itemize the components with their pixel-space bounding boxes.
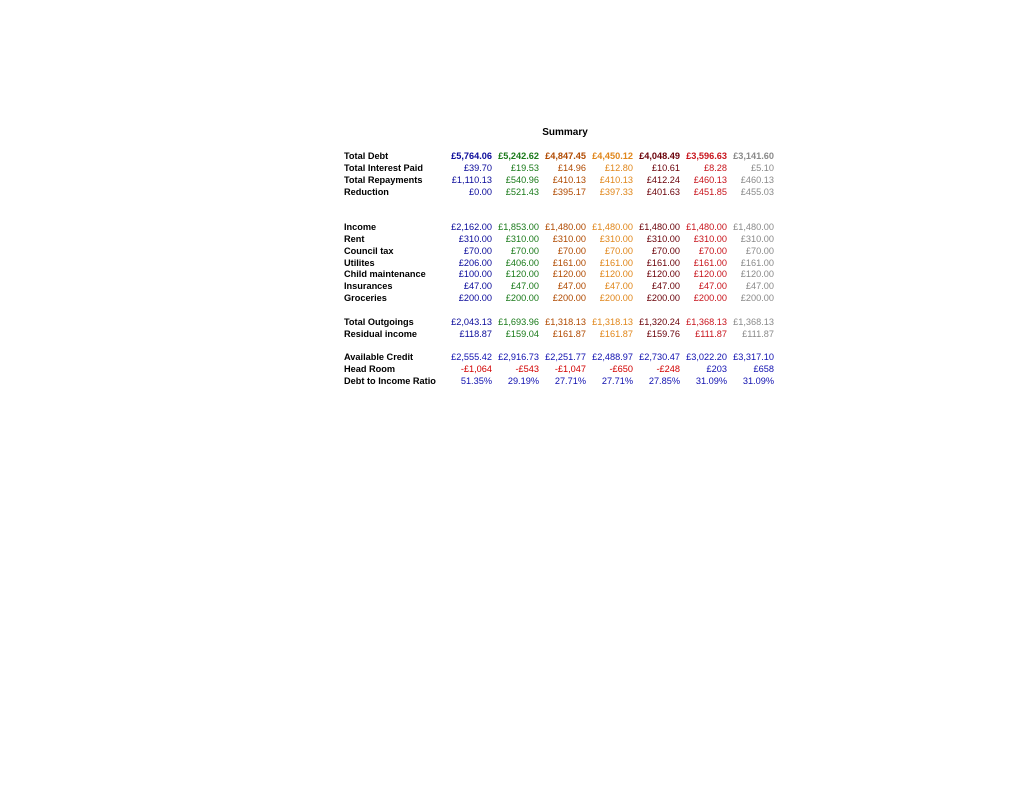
cell: £161.00 — [599, 257, 633, 268]
page-title: Summary — [542, 127, 588, 138]
cell: £412.24 — [646, 174, 680, 185]
cell: £47.00 — [651, 281, 680, 292]
cell: £460.13 — [740, 174, 774, 185]
cell: £14.96 — [557, 162, 586, 173]
cell: £200.00 — [740, 293, 774, 304]
cell: £1,320.24 — [639, 316, 680, 327]
cell: -£248 — [656, 364, 680, 375]
cell: £47.00 — [698, 281, 727, 292]
cell: £0.00 — [469, 186, 492, 197]
row-label: Income — [344, 222, 377, 233]
cell: 29.19% — [507, 376, 539, 387]
spacer-row — [342, 305, 775, 317]
table-row-total-interest-paid — [342, 163, 775, 175]
cell: £310.00 — [552, 233, 586, 244]
cell: £460.13 — [693, 174, 727, 185]
cell: £1,368.13 — [686, 316, 727, 327]
row-label: Residual income — [344, 328, 418, 339]
cell: £70.00 — [510, 245, 539, 256]
cell: £2,916.73 — [498, 352, 539, 363]
row-label: Debt to Income Ratio — [344, 376, 436, 387]
cell: -£1,064 — [460, 364, 492, 375]
table-row-reduction — [342, 187, 775, 199]
cell: £310.00 — [458, 233, 492, 244]
cell: £70.00 — [651, 245, 680, 256]
cell: 27.85% — [648, 376, 680, 387]
cell: £47.00 — [745, 281, 774, 292]
row-label: Head Room — [344, 364, 396, 375]
cell: £397.33 — [599, 186, 633, 197]
table-row-total-outgoings — [342, 317, 775, 329]
cell: £120.00 — [693, 269, 727, 280]
cell: £8.28 — [704, 162, 727, 173]
cell: £521.43 — [505, 186, 539, 197]
cell: £120.00 — [599, 269, 633, 280]
cell: £1,480.00 — [592, 222, 633, 233]
cell: £401.63 — [646, 186, 680, 197]
cell: £395.17 — [552, 186, 586, 197]
row-label: Total Debt — [344, 151, 389, 161]
cell: £12.80 — [604, 162, 633, 173]
cell: £70.00 — [557, 245, 586, 256]
cell: £2,251.77 — [545, 352, 586, 363]
table-row-residual-income — [342, 329, 775, 341]
cell: £161.87 — [552, 328, 586, 339]
cell: £120.00 — [646, 269, 680, 280]
row-label: Total Interest Paid — [344, 162, 423, 173]
cell: £159.04 — [505, 328, 539, 339]
cell: £47.00 — [604, 281, 633, 292]
cell: £39.70 — [463, 162, 492, 173]
table-row-total-debt — [342, 151, 775, 163]
cell: £47.00 — [557, 281, 586, 292]
cell: £200.00 — [552, 293, 586, 304]
table-row-income — [342, 222, 775, 234]
cell: £451.85 — [693, 186, 727, 197]
cell: £70.00 — [698, 245, 727, 256]
cell: £5,242.62 — [498, 151, 539, 161]
cell: £1,480.00 — [733, 222, 774, 233]
cell: £2,555.42 — [451, 352, 492, 363]
cell: £658 — [753, 364, 774, 375]
cell: £1,318.13 — [592, 316, 633, 327]
cell: 51.35% — [460, 376, 492, 387]
table-row-total-repayments — [342, 175, 775, 187]
cell: £3,022.20 — [686, 352, 727, 363]
cell: £200.00 — [599, 293, 633, 304]
cell: £206.00 — [458, 257, 492, 268]
cell: £47.00 — [510, 281, 539, 292]
cell: £5.10 — [751, 162, 774, 173]
table-row-utilites — [342, 258, 775, 270]
cell: £406.00 — [505, 257, 539, 268]
row-label: Council tax — [344, 245, 394, 256]
cell: £70.00 — [463, 245, 492, 256]
cell: £10.61 — [651, 162, 680, 173]
cell: £19.53 — [510, 162, 539, 173]
cell: £310.00 — [646, 233, 680, 244]
row-label: Groceries — [344, 293, 387, 304]
cell: £2,488.97 — [592, 352, 633, 363]
cell: £70.00 — [604, 245, 633, 256]
cell: £4,847.45 — [545, 151, 586, 161]
table-row-available-credit — [342, 352, 775, 364]
row-label: Available Credit — [344, 352, 414, 363]
cell: £410.13 — [552, 174, 586, 185]
cell: £111.87 — [742, 328, 774, 339]
cell: £455.03 — [740, 186, 774, 197]
table-row-head-room — [342, 364, 775, 376]
cell: £1,480.00 — [545, 222, 586, 233]
cell: £3,596.63 — [686, 151, 727, 161]
cell: 31.09% — [742, 376, 774, 387]
cell: £120.00 — [552, 269, 586, 280]
cell: £310.00 — [693, 233, 727, 244]
cell: £47.00 — [463, 281, 492, 292]
row-label: Rent — [344, 233, 365, 244]
spacer-row — [342, 210, 775, 222]
cell: £1,318.13 — [545, 316, 586, 327]
cell: £111.87 — [695, 328, 727, 339]
cell: 27.71% — [601, 376, 633, 387]
cell: £161.00 — [693, 257, 727, 268]
cell: £120.00 — [740, 269, 774, 280]
cell: £410.13 — [599, 174, 633, 185]
cell: -£650 — [609, 364, 633, 375]
cell: £2,162.00 — [451, 222, 492, 233]
cell: £4,048.49 — [639, 151, 680, 161]
cell: £118.87 — [459, 328, 492, 339]
cell: £161.87 — [599, 328, 633, 339]
table-row-insurances — [342, 281, 775, 293]
cell: 31.09% — [695, 376, 727, 387]
cell: £310.00 — [599, 233, 633, 244]
cell: £3,317.10 — [733, 352, 774, 363]
cell: £1,480.00 — [639, 222, 680, 233]
cell: £5,764.06 — [451, 151, 492, 161]
row-label: Utilites — [344, 257, 375, 268]
cell: -£543 — [515, 364, 539, 375]
row-label: Reduction — [344, 186, 389, 197]
row-label: Child maintenance — [344, 269, 426, 280]
cell: £161.00 — [740, 257, 774, 268]
spacer-row — [342, 198, 775, 210]
cell: £2,043.13 — [451, 316, 492, 327]
table-row-council-tax — [342, 246, 775, 258]
cell: £200.00 — [646, 293, 680, 304]
cell: £120.00 — [505, 269, 539, 280]
summary-table — [342, 151, 775, 388]
cell: £1,853.00 — [498, 222, 539, 233]
table-row-debt-to-income-ratio — [342, 376, 775, 388]
cell: £161.00 — [646, 257, 680, 268]
table-row-child-maintenance — [342, 269, 775, 281]
cell: £3,141.60 — [733, 151, 774, 161]
cell: £1,368.13 — [733, 316, 774, 327]
cell: £200.00 — [693, 293, 727, 304]
cell: £1,693.96 — [498, 316, 539, 327]
cell: -£1,047 — [554, 364, 586, 375]
cell: £310.00 — [505, 233, 539, 244]
cell: £2,730.47 — [639, 352, 680, 363]
cell: £203 — [706, 364, 727, 375]
table-row-rent — [342, 234, 775, 246]
cell: £200.00 — [505, 293, 539, 304]
cell: £4,450.12 — [592, 151, 633, 161]
cell: £1,480.00 — [686, 222, 727, 233]
cell: £70.00 — [745, 245, 774, 256]
cell: £310.00 — [740, 233, 774, 244]
cell: 27.71% — [554, 376, 586, 387]
cell: £161.00 — [552, 257, 586, 268]
row-label: Insurances — [344, 281, 393, 292]
row-label: Total Outgoings — [344, 316, 414, 327]
cell: £200.00 — [458, 293, 492, 304]
cell: £159.76 — [646, 328, 680, 339]
table-row-groceries — [342, 293, 775, 305]
row-label: Total Repayments — [344, 174, 423, 185]
cell: £540.96 — [505, 174, 539, 185]
cell: £100.00 — [458, 269, 492, 280]
spacer-row — [342, 341, 775, 353]
cell: £1,110.13 — [451, 174, 492, 185]
